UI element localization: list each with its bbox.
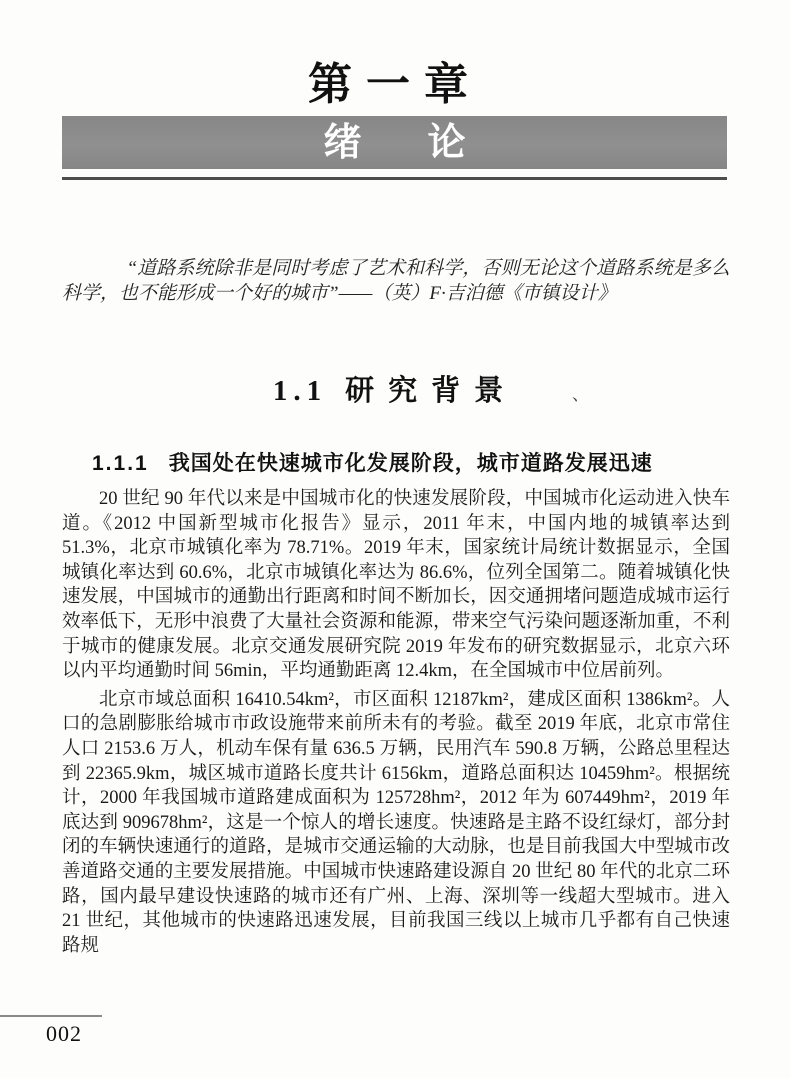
chapter-number-heading: 第一章 (308, 60, 482, 109)
chapter-title-char: 绪 (323, 121, 362, 164)
scan-artifact-mark: 、 (572, 385, 589, 404)
subsection-heading (92, 447, 653, 477)
paragraph: 20 世纪 90 年代以来是中国城市化的快速发展阶段，中国城市化运动进入快车道。《2012 中国新型城市化报告》显示，2011 年末，中国内地的城镇率达到 51.3%，北京市城镇化率为 78.71%。2019 年末，国家统计局统计数据显示，全国城镇化率达到 60.6%，北京市城镇化率达为 86.6%，位列全国第二。随着城镇化快速发展，中国城市的通勤出行距离和时间不断加长，因交通拥堵问题造成城市运行效率低下，无形中浪费了大量社会资源和能源，带来空气污染问题逐渐加重，不利于城市的健康发展。北京交通发展研究院 2019 年发布的研究数据显示，北京六环以内平均通勤时间 56min，平均通勤距离 12.4km，在全国城市中位居前列。 (62, 489, 730, 682)
chapter-title-bar (62, 116, 727, 169)
page-number: 002 (46, 1021, 82, 1046)
subsection-number: 1.1.1 (92, 452, 149, 475)
paragraph: 北京市域总面积 16410.54km²，市区面积 12187km²，建成区面积 1386km²。人口的急剧膨胀给城市市政设施带来前所未有的考验。截至 2019 年底，北京市常住人口 2153.6 万人，机动车保有量 636.5 万辆，民用汽车 590.8 万辆，公路总里程达到 22365.9km，城区城市道路长度共计 6156km，道路总面积达 10459hm²。根据统计，2000 年我国城市道路建成面积为 125728hm²，2012 年为 607449hm²，2019 年底达到 909678hm²，这是一个惊人的增长速度。快速路是主路不设红绿灯，部分封闭的车辆快速通行的道路，是城市交通运输的大动脉，也是目前我国大中型城市改善道路交通的主要发展措施。中国城市快速路建设源自 20 世纪 80 年代的北京二环路，国内最早建设快速路的城市还有广州、上海、深圳等一线超大型城市。进入 21 世纪，其他城市的快速路迅速发展，目前我国三线以上城市几乎都有自己快速路规 (62, 689, 730, 956)
subsection-title: 我国处在快速城市化发展阶段，城市道路发展迅速 (168, 452, 653, 475)
chapter-title-char: 论 (427, 121, 466, 164)
section-title: 研究背景 (345, 375, 518, 407)
epigraph-quote: “道路系统除非是同时考虑了艺术和科学，否则无论这个道路系统是多么科学，也不能形成一个好的城市”——（英）F·吉泊德《市镇设计》 (62, 258, 730, 304)
footer-rule (0, 1015, 102, 1017)
section-heading (0, 368, 790, 409)
body-text (62, 487, 730, 958)
section-number: 1.1 (272, 375, 328, 407)
title-bar-underline (62, 177, 727, 180)
